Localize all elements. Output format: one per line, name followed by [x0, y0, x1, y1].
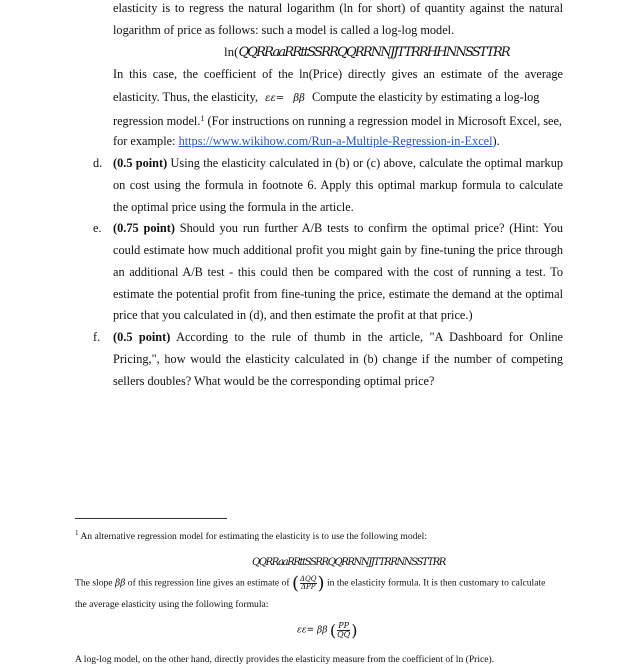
item-d-line	[113, 155, 563, 171]
text: regression model.	[113, 114, 201, 128]
elasticity-formula	[297, 622, 358, 639]
fraction-denominator: QQ	[337, 630, 351, 639]
right-paren: )	[317, 573, 325, 594]
footnote-equation	[252, 556, 445, 569]
text: ).	[492, 134, 500, 148]
text: an additional A/B test - this could then be compared with the cost of running a test. To	[113, 265, 563, 279]
fraction-numerator: ΔQQ	[299, 575, 317, 583]
text: on cost using the formula in footnote 6. Apply this optimal markup formula to calculate	[113, 178, 563, 192]
text: An alternative regression model for estimating the elasticity is to use the following model:	[80, 531, 428, 542]
text: A log-log model, on the other hand, directly provides the elasticity measure from the coefficient of ln (Price).	[75, 654, 495, 665]
points-label: (0.75 point)	[113, 221, 175, 235]
paragraph-line	[113, 0, 563, 16]
text: for example:	[113, 134, 176, 148]
item-f-marker	[93, 329, 100, 345]
item-f-line	[113, 351, 563, 367]
elasticity-symbol: εε=	[265, 93, 285, 104]
item-f-line	[113, 329, 563, 345]
footnote-marker: 1	[75, 529, 79, 537]
beta-symbol: ββ	[293, 93, 305, 104]
list-marker: e.	[93, 221, 102, 235]
equation-garbled-text: QQRRaaRRttSSRRQQRRNNJJTTRRHHNNSSTTRR	[238, 45, 509, 60]
p-over-q	[337, 622, 350, 639]
list-marker: d.	[93, 156, 103, 170]
text: Pricing,", how would the elasticity calculated in (b) change if the number of competing	[113, 352, 563, 366]
item-e-line	[113, 264, 563, 280]
item-e-line	[113, 220, 563, 236]
text: The slope	[75, 577, 113, 589]
paragraph-line	[113, 133, 500, 149]
text: Using the elasticity calculated in (b) or (c) above, calculate the optimal markup	[170, 156, 564, 170]
item-d-line	[113, 199, 354, 215]
list-marker: f.	[93, 330, 101, 344]
text: (For instructions on running a regression model in Microsoft Excel, see,	[207, 114, 563, 128]
equation-garbled-text: QQRRaaRRttSSRRQQRRNNJJTTRRNNSSTTRR	[252, 557, 445, 568]
text: in the elasticity formula. It is then customary to calculate	[326, 577, 546, 589]
text: could estimate how much additional profit you might gain by fine-tuning the price through	[113, 243, 563, 257]
footnote-ref[interactable]: 1	[200, 114, 205, 123]
item-f-line	[113, 373, 434, 389]
log-log-equation	[224, 44, 509, 61]
points-label: (0.5 point)	[113, 156, 168, 170]
text: of this regression line gives an estimate of	[127, 577, 290, 589]
footnote-line	[75, 573, 546, 594]
text: sellers doubles? What would be the corresponding optimal price?	[113, 374, 435, 388]
text: the average elasticity using the following formula:	[75, 599, 269, 610]
left-paren: (	[291, 573, 299, 594]
item-e-marker	[93, 220, 102, 236]
beta-symbol: ββ	[114, 578, 126, 589]
text: estimate the potential profit from fine-tuning the price, estimate the demand at the optimal	[113, 287, 563, 301]
delta-q-over-delta-p	[300, 576, 317, 591]
item-e-line	[113, 286, 563, 302]
text: elasticity. Thus, the elasticity,	[113, 90, 259, 104]
wikihow-link[interactable]: https://www.wikihow.com/Run-a-Multiple-Regression-in-Excel	[178, 134, 493, 148]
text: the optimal price using the formula in the article.	[113, 200, 354, 214]
footnote-line	[75, 527, 427, 543]
item-e-line	[113, 307, 473, 323]
paragraph-line	[113, 89, 539, 107]
item-e-line	[113, 242, 563, 258]
text: elasticity is to regress the natural logarithm (ln for short) of quantity against the natural	[113, 1, 563, 15]
text: Compute the elasticity by estimating a log-log	[311, 90, 540, 104]
item-d-line	[113, 177, 563, 193]
paragraph-line	[113, 22, 454, 38]
text: According to the rule of thumb in the article, "A Dashboard for Online	[176, 330, 563, 344]
footnote-separator	[75, 518, 227, 519]
footnote-line	[75, 598, 268, 611]
formula-lhs: εε= ββ	[297, 625, 328, 636]
ln-prefix: ln(	[224, 44, 239, 59]
paragraph-line	[113, 66, 563, 82]
text: Should you run further A/B tests to confirm the optimal price? (Hint: You	[179, 221, 564, 235]
text: price that you calculated in (d), and then estimate the profit at that price.)	[113, 308, 473, 322]
text: logarithm of price as follows: such a model is called a log-log model.	[113, 23, 455, 37]
left-paren: (	[329, 621, 337, 640]
fraction-denominator: ΔPP	[301, 583, 316, 591]
paragraph-line	[113, 111, 562, 129]
footnote-line	[75, 653, 494, 666]
right-paren: )	[351, 621, 358, 640]
points-label: (0.5 point)	[113, 330, 171, 344]
item-d-marker	[93, 155, 102, 171]
text: In this case, the coefficient of the ln(Price) directly gives an estimate of the average	[113, 67, 563, 81]
fraction-numerator: PP	[338, 621, 350, 630]
